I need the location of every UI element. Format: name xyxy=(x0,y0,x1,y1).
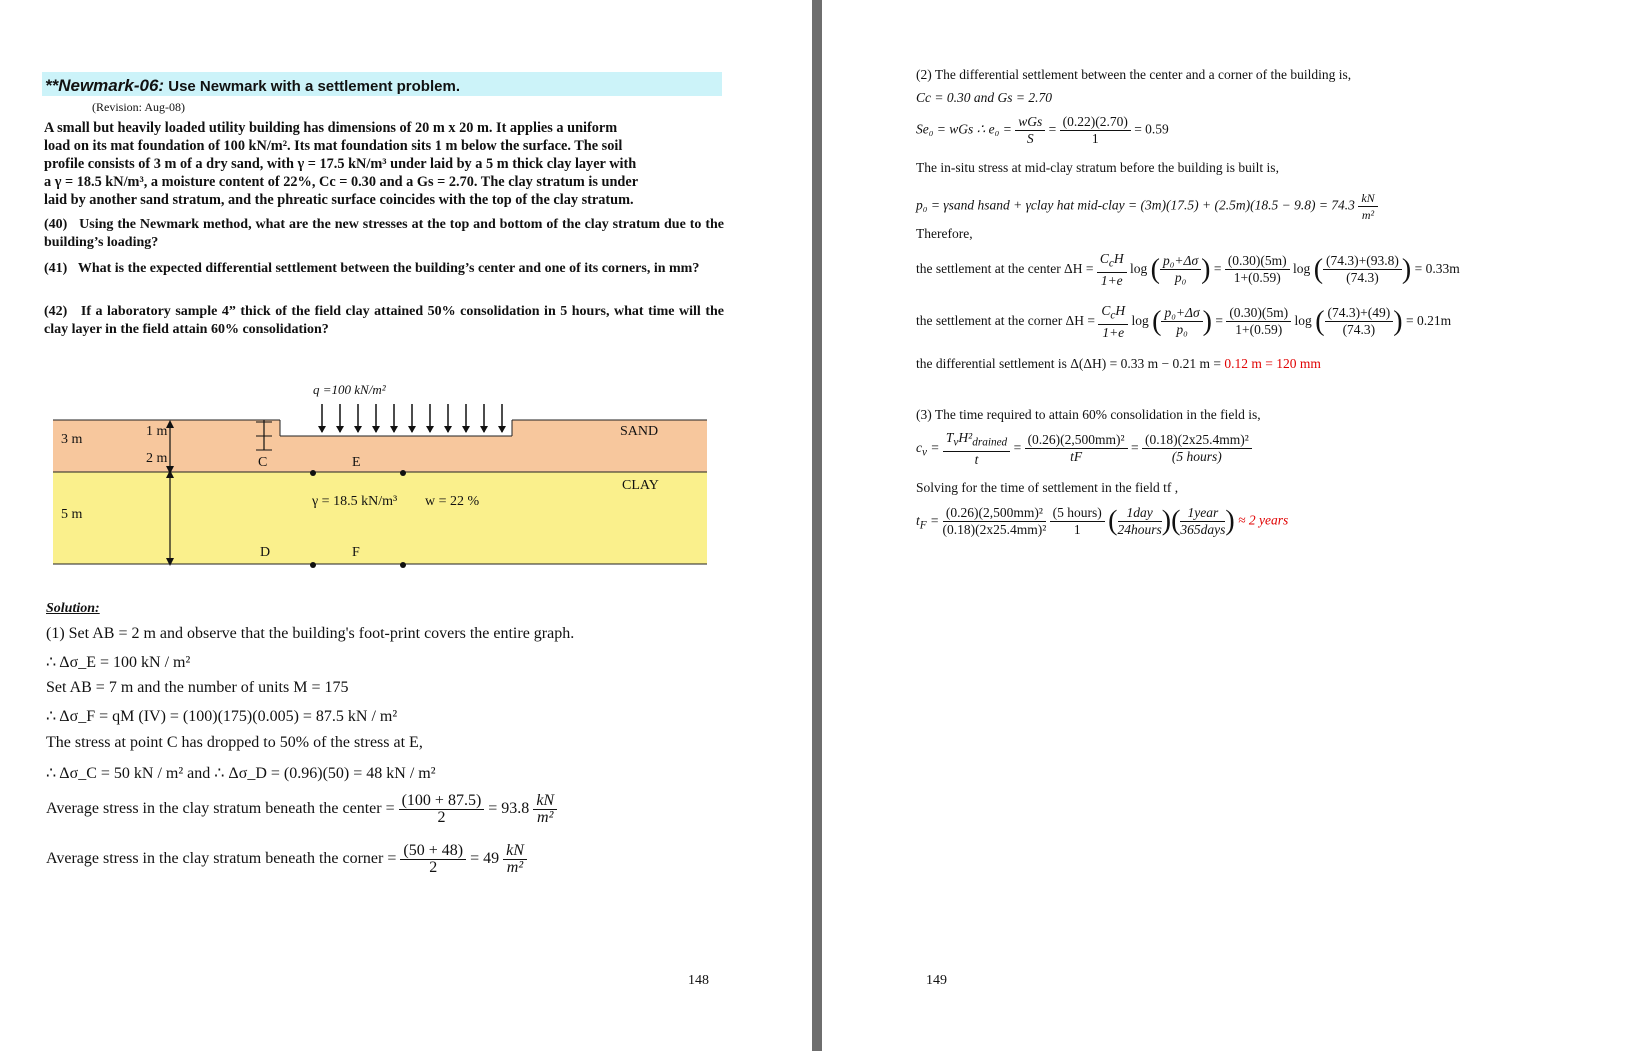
right-line-4: The in-situ stress at mid-clay stratum before the building is built is, xyxy=(916,160,1279,175)
solution-line-1: (1) Set AB = 2 m and observe that the building's foot-print covers the entire graph. xyxy=(46,625,575,642)
clay-w-label: w = 22 % xyxy=(425,494,480,509)
insitu-stress-row: p₀ = γsand hsand + γclay hat mid-clay = (3m)(17.5) + (2.5m)(18.5 − 9.8) = 74.3 $\frac{kN}{\text{m²}}$ xyxy=(916,190,1378,223)
page-number-left: 148 xyxy=(688,973,709,988)
corner-settlement-row: the settlement at the corner ΔH = $\frac{C_cH}{1+e}$ log ( $\frac{\text{p₀+Δσ}}{\text{p₀}}$ ) = $\frac{(0.30)(5m)}{1+(0.59)}$ log ( $\frac{(74.3)+(49)}{(74.3)}$ ) = 0.21m xyxy=(916,303,1452,340)
solution-line-6: ∴ Δσ_C = 50 kN / m² and ∴ Δσ_D = (0.96)(50) = 48 kN / m² xyxy=(46,765,436,782)
dim-3m: 3 m xyxy=(61,432,83,447)
intro-line-2: load on its mat foundation of 100 kN/m². Its mat foundation sits 1 m below the surface. The soil xyxy=(44,138,623,154)
solving-line: Solving for the time of settlement in the field tf , xyxy=(916,480,1179,495)
solution-line-5: The stress at point C has dropped to 50% of the stress at E, xyxy=(46,734,423,751)
page-gutter xyxy=(812,0,822,1051)
therefore-label: Therefore, xyxy=(916,226,973,241)
solution-line-3: Set AB = 7 m and the number of units M = 175 xyxy=(46,679,349,696)
intro-line-5: laid by another sand stratum, and the phreatic surface coincides with the top of the clay stratum. xyxy=(44,192,634,208)
question-41: (41) What is the expected differential settlement between the building’s center and one of its corners, in mm? xyxy=(44,261,700,276)
differential-settlement-row: the differential settlement is Δ(ΔH) = 0.33 m − 0.21 m = 0.12 m = 120 mm xyxy=(916,356,1321,371)
clay-layer xyxy=(53,472,707,564)
dim-2m: 2 m xyxy=(146,451,168,466)
point-e-marker xyxy=(400,470,406,476)
sand-label: SAND xyxy=(620,424,659,439)
point-c-label: C xyxy=(258,455,268,470)
dim-5m: 5 m xyxy=(61,507,83,522)
clay-label: CLAY xyxy=(622,478,659,493)
intro-line-4: a γ = 18.5 kN/m³, a moisture content of 22%, Cc = 0.30 and a Gs = 2.70. The clay stratum is under xyxy=(44,174,639,190)
right-void-ratio: Se₀ = wGs ∴ e₀ = $\frac{\text{wGs}}{S}$ = $\frac{(0.22)(2.70)}{1}$ = 0.59 xyxy=(916,114,1169,146)
right-page xyxy=(822,0,1633,1051)
soil-profile-diagram xyxy=(50,380,710,570)
intro-line-1: A small but heavily loaded utility building has dimensions of 20 m x 20 m. It applies a uniform xyxy=(44,120,618,136)
clay-gamma-label: γ = 18.5 kN/m³ xyxy=(312,494,398,509)
point-d-label: D xyxy=(260,545,271,560)
question-40: (40) Using the Newmark method, what are the new stresses at the top and bottom of the clay stratum due to the building’s loading? xyxy=(44,217,725,250)
right-line-2: Cc = 0.30 and Gs = 2.70 xyxy=(916,90,1052,105)
avg-center-row: Average stress in the clay stratum beneath the center = $\frac{(100 + 87.5)}{2}$ = 93.8 $\frac{kN}{\text{m²}}$ xyxy=(46,793,557,826)
solution-line-4: ∴ Δσ_F = qM (IV) = (100)(175)(0.005) = 87.5 kN / m² xyxy=(46,708,398,725)
load-label: q =100 kN/m² xyxy=(313,382,386,397)
dim-1m: 1 m xyxy=(146,424,168,439)
differential-result: 0.12 m = 120 mm xyxy=(1224,356,1321,371)
solution-line-2: ∴ Δσ_E = 100 kN / m² xyxy=(46,654,191,671)
point-f-marker xyxy=(400,562,406,568)
revision-label: (Revision: Aug-08) xyxy=(92,100,185,114)
intro-line-3: profile consists of 3 m of a dry sand, with γ = 17.5 kN/m³ under laid by a 5 m thick clay layer with xyxy=(44,156,637,172)
point-f-label: F xyxy=(352,545,360,560)
page-number-right: 149 xyxy=(926,973,947,988)
avg-corner-row: Average stress in the clay stratum beneath the corner = $\frac{(50 + 48)}{2}$ = 49 $\frac{kN}{\text{m²}}$ xyxy=(46,843,527,876)
solution-title: Solution: xyxy=(46,601,100,616)
cv-row: $c_v$ = $\frac{T_vH^2_{drained}}{t}$ = $\frac{\text{(0.26)(2,500mm)²}}{tF}$ = $\frac{\text{(0.18)(2x25.4mm)²}}{\text{(5 hours)}}$ xyxy=(916,430,1252,468)
problem-title: **Newmark-06: Use Newmark with a settlement problem. xyxy=(45,76,460,95)
right-line-1: (2) The differential settlement between the center and a corner of the building is, xyxy=(916,67,1352,82)
point-d-marker xyxy=(310,562,316,568)
point-e-label: E xyxy=(352,455,361,470)
center-settlement-row: the settlement at the center ΔH = $\frac{C_cH}{1+e}$ log ( $\frac{\text{p₀+Δσ}}{\text{p₀}}$ ) = $\frac{(0.30)(5m)}{1+(0.59)}$ log ( $\frac{(74.3)+(93.8)}{(74.3)}$ ) = 0.33m xyxy=(916,251,1460,288)
left-page xyxy=(0,0,812,1051)
question-42: (42) If a laboratory sample 4” thick of the field clay attained 50% consolidation in 5 hours, what time will the clay layer in the field attain 60% consolidation? xyxy=(44,304,725,337)
tf-result: ≈ 2 years xyxy=(1238,512,1289,528)
point-c-marker xyxy=(310,470,316,476)
tf-row: $t_F$ = $\frac{\text{(0.26)(2,500mm)²}}{\text{(0.18)(2x25.4mm)²}}$ $\frac{\text{(5 hours)}}{1}$ ( $\frac{\text{1day}}{\text{24hours}}$ )( $\frac{\text{1year}}{\text{365days}}$ ) ≈ 2 years xyxy=(916,505,1289,537)
time-line: (3) The time required to attain 60% consolidation in the field is, xyxy=(916,407,1261,422)
